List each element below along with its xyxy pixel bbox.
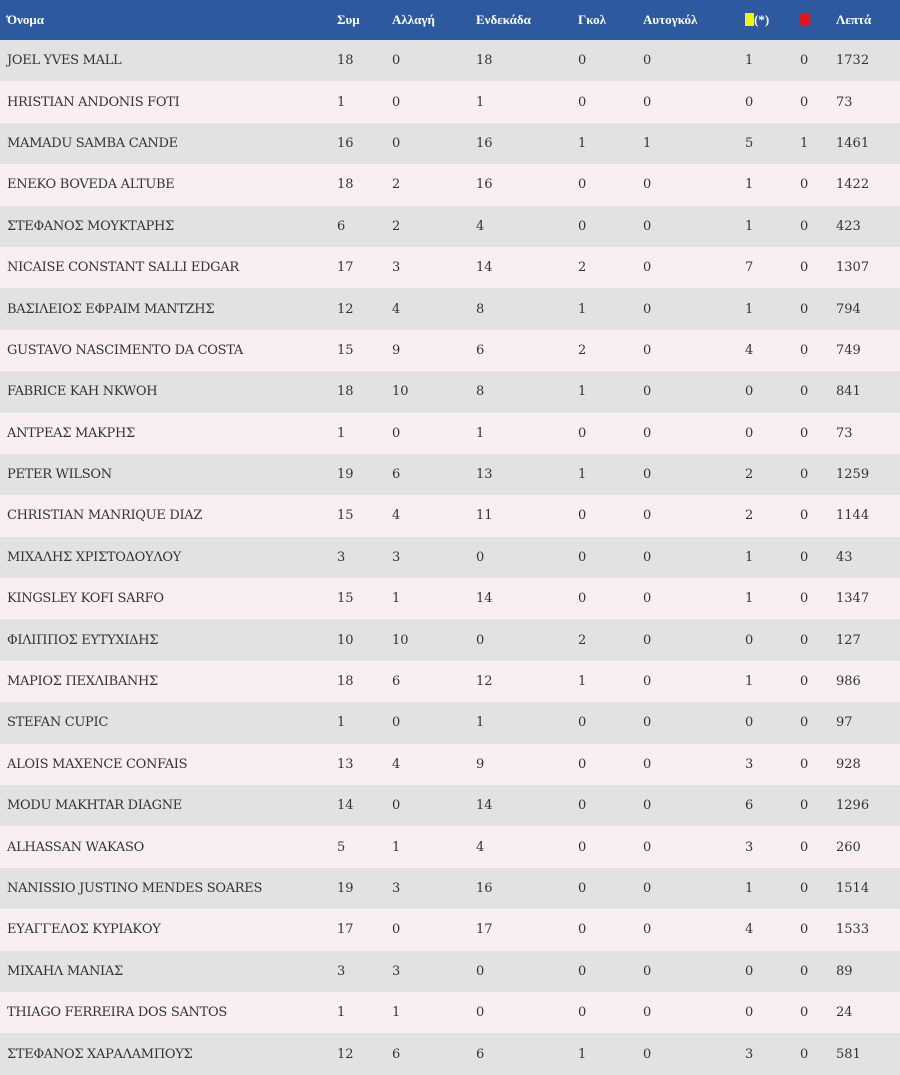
cell-minutes: 1259 <box>836 467 870 483</box>
cell-yellow: 1 <box>745 218 754 234</box>
player-name[interactable]: ALHASSAN WAKASO <box>7 839 144 855</box>
cell-own-goals: 0 <box>643 1005 652 1021</box>
cell-yellow: 1 <box>745 674 754 690</box>
cell-yellow: 0 <box>745 384 754 400</box>
cell-starting: 9 <box>476 756 485 772</box>
player-name[interactable]: THIAGO FERREIRA DOS SANTOS <box>7 1005 227 1021</box>
cell-goals: 0 <box>578 798 587 814</box>
cell-yellow: 1 <box>745 53 754 69</box>
cell-apps: 16 <box>337 135 354 151</box>
player-name[interactable]: ΜΙΧΑΗΛ ΜΑΝΙΑΣ <box>7 963 123 979</box>
table-row <box>0 288 900 329</box>
cell-minutes: 43 <box>836 549 853 565</box>
cell-goals: 0 <box>578 94 587 110</box>
cell-starting: 8 <box>476 301 485 317</box>
cell-goals: 1 <box>578 384 587 400</box>
cell-apps: 18 <box>337 674 354 690</box>
cell-goals: 1 <box>578 467 587 483</box>
cell-own-goals: 0 <box>643 384 652 400</box>
cell-yellow: 2 <box>745 467 754 483</box>
cell-starting: 0 <box>476 1005 485 1021</box>
cell-starting: 17 <box>476 922 493 938</box>
player-name[interactable]: CHRISTIAN MANRIQUE DIAZ <box>7 508 203 524</box>
cell-yellow: 1 <box>745 301 754 317</box>
player-name[interactable]: MAMADU SAMBA CANDE <box>7 135 178 151</box>
cell-starting: 18 <box>476 53 493 69</box>
cell-red: 0 <box>800 674 809 690</box>
cell-yellow: 1 <box>745 881 754 896</box>
cell-minutes: 581 <box>836 1046 861 1062</box>
cell-apps: 17 <box>337 922 354 938</box>
cell-red: 0 <box>800 922 809 938</box>
cell-starting: 14 <box>476 591 493 607</box>
cell-red: 0 <box>800 425 809 441</box>
player-name[interactable]: FABRICE KAH NKWOH <box>7 384 158 400</box>
cell-sub: 0 <box>392 94 401 110</box>
yellow-card-icon <box>745 13 754 26</box>
player-name[interactable]: PETER WILSON <box>7 467 112 483</box>
cell-own-goals: 0 <box>643 1046 652 1062</box>
cell-starting: 13 <box>476 467 493 483</box>
column-header-minutes[interactable]: Λεπτά <box>836 12 872 27</box>
cell-goals: 0 <box>578 508 587 524</box>
cell-minutes: 1514 <box>836 881 870 896</box>
player-name[interactable]: KINGSLEY KOFI SARFO <box>7 591 164 607</box>
cell-own-goals: 0 <box>643 94 652 110</box>
cell-red: 0 <box>800 177 809 193</box>
cell-yellow: 0 <box>745 715 754 731</box>
cell-own-goals: 0 <box>643 963 652 979</box>
cell-apps: 18 <box>337 384 354 400</box>
table-row <box>0 164 900 205</box>
cell-starting: 1 <box>476 94 485 110</box>
table-row <box>0 868 900 909</box>
cell-apps: 13 <box>337 756 354 772</box>
cell-own-goals: 0 <box>643 839 652 855</box>
cell-goals: 2 <box>578 342 587 358</box>
cell-apps: 18 <box>337 177 354 193</box>
table-row <box>0 454 900 495</box>
table-row <box>0 702 900 743</box>
cell-sub: 2 <box>392 218 401 234</box>
cell-minutes: 127 <box>836 632 861 648</box>
cell-own-goals: 0 <box>643 53 652 69</box>
cell-apps: 12 <box>337 301 354 317</box>
cell-apps: 6 <box>337 218 346 234</box>
cell-minutes: 1533 <box>836 922 870 938</box>
cell-goals: 1 <box>578 301 587 317</box>
cell-sub: 1 <box>392 591 401 607</box>
column-header-red[interactable] <box>800 0 836 40</box>
player-name[interactable]: ΦΙΛΙΠΠΟΣ ΕΥΤΥΧΙΔΗΣ <box>7 632 159 648</box>
cell-minutes: 749 <box>836 342 861 358</box>
table-row <box>0 619 900 660</box>
cell-sub: 1 <box>392 839 401 855</box>
table-row <box>0 413 900 454</box>
player-name[interactable]: STEFAN CUPIC <box>7 715 108 731</box>
cell-yellow: 3 <box>745 839 754 855</box>
cell-own-goals: 0 <box>643 674 652 690</box>
cell-starting: 6 <box>476 1046 485 1062</box>
cell-sub: 0 <box>392 798 401 814</box>
player-name[interactable]: NANISSIO JUSTINO MENDES SOARES <box>7 881 263 896</box>
cell-apps: 15 <box>337 591 354 607</box>
cell-own-goals: 0 <box>643 549 652 565</box>
column-header-yellow[interactable] <box>745 0 800 40</box>
column-header-goals[interactable]: Γκολ <box>578 12 606 27</box>
cell-own-goals: 0 <box>643 342 652 358</box>
cell-sub: 4 <box>392 756 401 772</box>
player-name[interactable]: ENEKO BOVEDA ALTUBE <box>7 177 175 193</box>
player-name[interactable]: ALOIS MAXENCE CONFAIS <box>7 756 188 772</box>
cell-yellow: 5 <box>745 135 754 151</box>
cell-starting: 16 <box>476 881 493 896</box>
cell-sub: 10 <box>392 632 409 648</box>
cell-apps: 1 <box>337 94 346 110</box>
table-row <box>0 330 900 371</box>
cell-apps: 15 <box>337 508 354 524</box>
cell-goals: 0 <box>578 963 587 979</box>
table-row <box>0 992 900 1033</box>
red-card-icon <box>800 13 809 26</box>
cell-red: 0 <box>800 1005 809 1021</box>
cell-sub: 0 <box>392 922 401 938</box>
cell-starting: 0 <box>476 549 485 565</box>
player-name[interactable]: ΜΑΡΙΟΣ ΠΕΧΛΙΒΑΝΗΣ <box>7 674 158 690</box>
cell-minutes: 1347 <box>836 591 870 607</box>
cell-starting: 0 <box>476 963 485 979</box>
player-name[interactable]: ΣΤΕΦΑΝΟΣ ΧΑΡΑΛΑΜΠΟΥΣ <box>7 1046 193 1062</box>
cell-red: 0 <box>800 53 809 69</box>
cell-yellow: 3 <box>745 756 754 772</box>
cell-minutes: 1296 <box>836 798 870 814</box>
cell-starting: 8 <box>476 384 485 400</box>
cell-own-goals: 1 <box>643 135 652 151</box>
cell-minutes: 1732 <box>836 53 870 69</box>
table-row <box>0 578 900 619</box>
cell-yellow: 0 <box>745 632 754 648</box>
cell-yellow: 7 <box>745 260 754 276</box>
cell-red: 0 <box>800 508 809 524</box>
cell-goals: 1 <box>578 135 587 151</box>
cell-minutes: 1422 <box>836 177 870 193</box>
cell-sub: 6 <box>392 1046 401 1062</box>
cell-goals: 0 <box>578 715 587 731</box>
table-row <box>0 537 900 578</box>
cell-apps: 18 <box>337 53 354 69</box>
column-header-name[interactable]: Όνομα <box>7 12 45 27</box>
table-row <box>0 951 900 992</box>
cell-starting: 0 <box>476 632 485 648</box>
cell-own-goals: 0 <box>643 218 652 234</box>
cell-yellow: 2 <box>745 508 754 524</box>
cell-yellow: 0 <box>745 963 754 979</box>
cell-sub: 4 <box>392 301 401 317</box>
cell-yellow: 3 <box>745 1046 754 1062</box>
player-name[interactable]: ΒΑΣΙΛΕΙΟΣ ΕΦΡΑΙΜ ΜΑΝΤΖΗΣ <box>7 301 215 317</box>
cell-minutes: 24 <box>836 1005 853 1021</box>
cell-minutes: 73 <box>836 94 853 110</box>
cell-own-goals: 0 <box>643 508 652 524</box>
player-name[interactable]: ΕΥΑΓΓΕΛΟΣ ΚΥΡΙΑΚΟΥ <box>7 922 161 938</box>
table-header <box>0 0 900 40</box>
cell-red: 0 <box>800 715 809 731</box>
cell-minutes: 1307 <box>836 260 870 276</box>
cell-own-goals: 0 <box>643 425 652 441</box>
table-row <box>0 1033 900 1074</box>
cell-goals: 0 <box>578 549 587 565</box>
cell-starting: 14 <box>476 260 493 276</box>
yellow-header-label: (*) <box>754 12 770 27</box>
cell-sub: 3 <box>392 963 401 979</box>
cell-starting: 1 <box>476 715 485 731</box>
cell-red: 0 <box>800 260 809 276</box>
cell-own-goals: 0 <box>643 301 652 317</box>
player-name[interactable]: GUSTAVO NASCIMENTO DA COSTA <box>7 342 243 358</box>
column-header-starting[interactable]: Ενδεκάδα <box>476 12 531 27</box>
cell-minutes: 260 <box>836 839 861 855</box>
cell-red: 1 <box>800 135 809 151</box>
cell-yellow: 0 <box>745 1005 754 1021</box>
cell-own-goals: 0 <box>643 715 652 731</box>
cell-goals: 0 <box>578 1005 587 1021</box>
cell-apps: 1 <box>337 425 346 441</box>
cell-yellow: 0 <box>745 94 754 110</box>
player-name[interactable]: ΑΝΤΡΕΑΣ ΜΑΚΡΗΣ <box>7 425 135 441</box>
table-row <box>0 206 900 247</box>
player-name[interactable]: NICAISE CONSTANT SALLI EDGAR <box>7 260 239 276</box>
cell-red: 0 <box>800 798 809 814</box>
table-row <box>0 81 900 122</box>
cell-own-goals: 0 <box>643 922 652 938</box>
cell-own-goals: 0 <box>643 756 652 772</box>
table-row <box>0 247 900 288</box>
cell-minutes: 423 <box>836 218 861 234</box>
cell-sub: 2 <box>392 177 401 193</box>
table-body <box>0 40 900 1075</box>
cell-sub: 10 <box>392 384 409 400</box>
cell-starting: 16 <box>476 177 493 193</box>
player-name[interactable]: ΣΤΕΦΑΝΟΣ ΜΟΥΚΤΑΡΗΣ <box>7 218 174 234</box>
cell-apps: 15 <box>337 342 354 358</box>
cell-apps: 1 <box>337 1005 346 1021</box>
cell-minutes: 928 <box>836 756 861 772</box>
cell-goals: 0 <box>578 177 587 193</box>
cell-sub: 0 <box>392 425 401 441</box>
cell-goals: 1 <box>578 674 587 690</box>
cell-own-goals: 0 <box>643 260 652 276</box>
cell-minutes: 73 <box>836 425 853 441</box>
cell-apps: 12 <box>337 1046 354 1062</box>
cell-yellow: 4 <box>745 922 754 938</box>
cell-goals: 0 <box>578 922 587 938</box>
cell-starting: 12 <box>476 674 493 690</box>
cell-goals: 0 <box>578 591 587 607</box>
cell-red: 0 <box>800 467 809 483</box>
cell-own-goals: 0 <box>643 467 652 483</box>
cell-goals: 2 <box>578 260 587 276</box>
cell-own-goals: 0 <box>643 177 652 193</box>
table-row <box>0 909 900 950</box>
cell-red: 0 <box>800 591 809 607</box>
column-header-own-goals[interactable]: Αυτογκόλ <box>643 12 698 27</box>
cell-minutes: 841 <box>836 384 861 400</box>
cell-apps: 19 <box>337 881 354 896</box>
cell-red: 0 <box>800 384 809 400</box>
cell-minutes: 89 <box>836 963 853 979</box>
cell-sub: 6 <box>392 467 401 483</box>
table-row <box>0 40 900 81</box>
cell-yellow: 0 <box>745 425 754 441</box>
cell-red: 0 <box>800 549 809 565</box>
cell-red: 0 <box>800 218 809 234</box>
player-name[interactable]: HRISTIAN ANDONIS FOTI <box>7 94 180 110</box>
cell-minutes: 1461 <box>836 135 870 151</box>
cell-sub: 0 <box>392 715 401 731</box>
cell-apps: 1 <box>337 715 346 731</box>
cell-own-goals: 0 <box>643 632 652 648</box>
cell-goals: 0 <box>578 53 587 69</box>
cell-starting: 14 <box>476 798 493 814</box>
column-header-sub[interactable]: Αλλαγή <box>392 12 435 27</box>
cell-red: 0 <box>800 94 809 110</box>
table-row <box>0 495 900 536</box>
cell-sub: 0 <box>392 53 401 69</box>
cell-minutes: 794 <box>836 301 861 317</box>
table-row <box>0 371 900 412</box>
cell-goals: 0 <box>578 839 587 855</box>
cell-sub: 4 <box>392 508 401 524</box>
cell-sub: 1 <box>392 1005 401 1021</box>
cell-apps: 19 <box>337 467 354 483</box>
cell-sub: 6 <box>392 674 401 690</box>
header-row <box>0 0 900 40</box>
cell-goals: 0 <box>578 425 587 441</box>
cell-starting: 4 <box>476 218 485 234</box>
cell-red: 0 <box>800 963 809 979</box>
cell-apps: 17 <box>337 260 354 276</box>
player-name[interactable]: MODU MAKHTAR DIAGNE <box>7 798 182 814</box>
cell-own-goals: 0 <box>643 591 652 607</box>
cell-red: 0 <box>800 1046 809 1062</box>
cell-red: 0 <box>800 839 809 855</box>
cell-sub: 3 <box>392 881 401 896</box>
cell-own-goals: 0 <box>643 881 652 896</box>
cell-yellow: 1 <box>745 591 754 607</box>
cell-starting: 4 <box>476 839 485 855</box>
cell-apps: 3 <box>337 549 346 565</box>
cell-starting: 11 <box>476 508 493 524</box>
cell-red: 0 <box>800 632 809 648</box>
cell-starting: 16 <box>476 135 493 151</box>
cell-sub: 3 <box>392 549 401 565</box>
cell-minutes: 97 <box>836 715 853 731</box>
cell-goals: 2 <box>578 632 587 648</box>
cell-starting: 1 <box>476 425 485 441</box>
table-row <box>0 661 900 702</box>
cell-yellow: 6 <box>745 798 754 814</box>
cell-apps: 3 <box>337 963 346 979</box>
cell-starting: 6 <box>476 342 485 358</box>
cell-own-goals: 0 <box>643 798 652 814</box>
cell-yellow: 4 <box>745 342 754 358</box>
player-name[interactable]: JOEL YVES MALL <box>7 53 122 69</box>
cell-sub: 3 <box>392 260 401 276</box>
table-row <box>0 123 900 164</box>
cell-apps: 14 <box>337 798 354 814</box>
player-name[interactable]: ΜΙΧΑΛΗΣ ΧΡΙΣΤΟΔΟΥΛΟΥ <box>7 549 182 565</box>
cell-sub: 0 <box>392 135 401 151</box>
cell-red: 0 <box>800 342 809 358</box>
cell-yellow: 1 <box>745 177 754 193</box>
cell-goals: 0 <box>578 756 587 772</box>
cell-red: 0 <box>800 881 809 896</box>
cell-yellow: 1 <box>745 549 754 565</box>
cell-red: 0 <box>800 756 809 772</box>
cell-goals: 0 <box>578 881 587 896</box>
cell-goals: 0 <box>578 218 587 234</box>
table-row <box>0 826 900 867</box>
cell-minutes: 1144 <box>836 508 870 524</box>
table-row <box>0 785 900 826</box>
cell-apps: 5 <box>337 839 346 855</box>
cell-sub: 9 <box>392 342 401 358</box>
cell-red: 0 <box>800 301 809 317</box>
cell-apps: 10 <box>337 632 354 648</box>
column-header-apps[interactable]: Συμ <box>337 12 360 27</box>
cell-goals: 1 <box>578 1046 587 1062</box>
table-row <box>0 744 900 785</box>
cell-minutes: 986 <box>836 674 861 690</box>
